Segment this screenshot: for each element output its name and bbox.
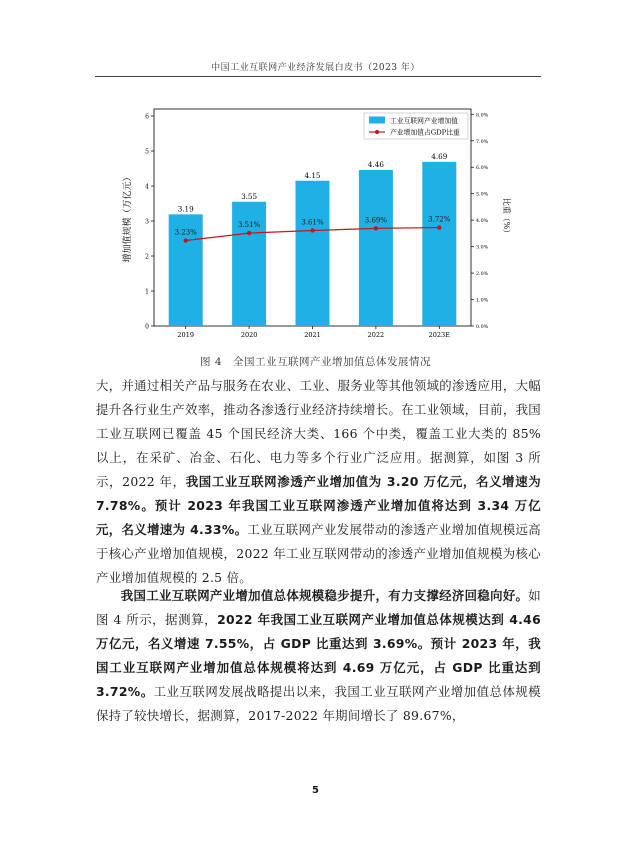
y2-tick-label: 5.0%	[476, 192, 489, 198]
page-number: 5	[312, 785, 319, 796]
y-tick-label: 1	[145, 288, 149, 296]
y2-tick-label: 2.0%	[476, 272, 489, 278]
y2-tick-label: 4.0%	[476, 219, 489, 225]
y-tick-label: 0	[145, 323, 149, 331]
bar-2022	[359, 170, 393, 326]
running-header: 中国工业互联网产业经济发展白皮书（2023 年）	[211, 63, 420, 73]
header-divider	[95, 76, 541, 77]
figure-caption: 图 4 全国工业互联网产业增加值总体发展情况	[199, 356, 432, 368]
y2-axis-title: 比重（%）	[502, 197, 511, 238]
value-added-chart	[100, 100, 532, 350]
y-tick-label: 2	[145, 253, 149, 261]
legend-bar-swatch	[369, 117, 385, 124]
body-text-run: 工业互联网发展战略提出以来，我国工业互联网产业增加值总体规模保持了较快增长，据测算，2017-2022 年期间增长了 89.67%，	[96, 684, 541, 723]
paragraph-content	[96, 584, 541, 728]
y-tick-label: 3	[145, 218, 149, 226]
gdp-share-point	[374, 226, 378, 230]
body-text-run: 工业互联网产业发展带动的渗透产业增加值规模远高于核心产业增加值规模，2022 年工业互联网带动的渗透产业增加值规模为核心产业增加值规模的 2.5 倍。	[96, 522, 541, 585]
x-tick-label: 2021	[304, 331, 321, 339]
gdp-share-point	[310, 228, 314, 232]
y2-tick-label: 3.0%	[476, 245, 489, 251]
gdp-share-label: 3.69%	[364, 216, 388, 225]
emphasis-text: 2022 年我国工业互联网产业增加值总体规模达到 4.46 万亿元，名义增速 7.55%，占 GDP 比重达到 3.69%。预计 2023 年，我国工业互联网产业增加值总体规模将达到 4.69 万亿元，占 GDP 比重达到 3.72%。	[96, 612, 541, 699]
gdp-share-label: 3.51%	[237, 221, 261, 230]
bar-value-label: 4.15	[304, 170, 321, 180]
y-axis-title: 增加值规模（万亿元）	[123, 172, 133, 263]
emphasis-text: 我国工业互联网渗透产业增加值为 3.20 万亿元，名义增速为 7.78%。预计 2023 年我国工业互联网渗透产业增加值将达到 3.34 万亿元，名义增速为 4.33%。	[96, 474, 542, 537]
y2-tick-label: 7.0%	[476, 139, 489, 145]
y-tick-label: 5	[145, 148, 149, 156]
x-tick-label: 2022	[367, 331, 385, 339]
bar-value-label: 4.69	[431, 151, 448, 161]
paragraph-penetration-industry	[96, 374, 541, 590]
body-text-run: 如图 4 所示，据测算，	[96, 588, 541, 627]
bar-2021	[296, 181, 330, 326]
gdp-share-label: 3.72%	[428, 215, 451, 224]
emphasis-text: 我国工业互联网产业增加值总体规模稳步提升，有力支撑经济回稳向好。	[120, 588, 529, 603]
y2-tick-label: 6.0%	[476, 166, 489, 172]
bar-value-label: 3.55	[241, 191, 258, 201]
paragraph-total-value-added	[96, 584, 541, 728]
y2-tick-label: 8.0%	[476, 113, 489, 119]
y2-tick-label: 0.0%	[476, 325, 489, 330]
gdp-share-label: 3.61%	[301, 218, 324, 227]
y-tick-label: 4	[145, 183, 149, 191]
paragraph-content	[96, 374, 541, 590]
bar-2023E	[422, 162, 456, 326]
y-tick-label: 6	[145, 113, 149, 121]
gdp-share-label: 3.23%	[174, 228, 197, 237]
body-text-run: 大，并通过相关产品与服务在农业、工业、服务业等其他领域的渗透应用，大幅提升各行业生产效率，推动各渗透行业经济持续增长。在工业领域，目前，我国工业互联网已覆盖 45 个国民经济大类、166 个中类，覆盖工业大类的 85% 以上，在采矿、冶金、石化、电力等多个行业广泛应用。据测算，如图 3 所示，2022 年，	[96, 378, 541, 489]
gdp-share-point	[247, 231, 251, 235]
x-tick-label: 2019	[177, 331, 194, 339]
x-tick-label: 2020	[240, 331, 258, 339]
legend-line-marker	[375, 130, 379, 134]
bar-value-label: 3.19	[177, 204, 194, 214]
gdp-share-point	[437, 225, 441, 229]
legend-line-label: 产业增加值占GDP比重	[390, 128, 460, 137]
x-tick-label: 2023E	[428, 331, 450, 339]
legend-bar-label: 工业互联网产业增加值	[390, 117, 458, 125]
y2-tick-label: 1.0%	[476, 298, 489, 304]
gdp-share-point	[184, 238, 188, 242]
bar-value-label: 4.46	[367, 159, 384, 169]
